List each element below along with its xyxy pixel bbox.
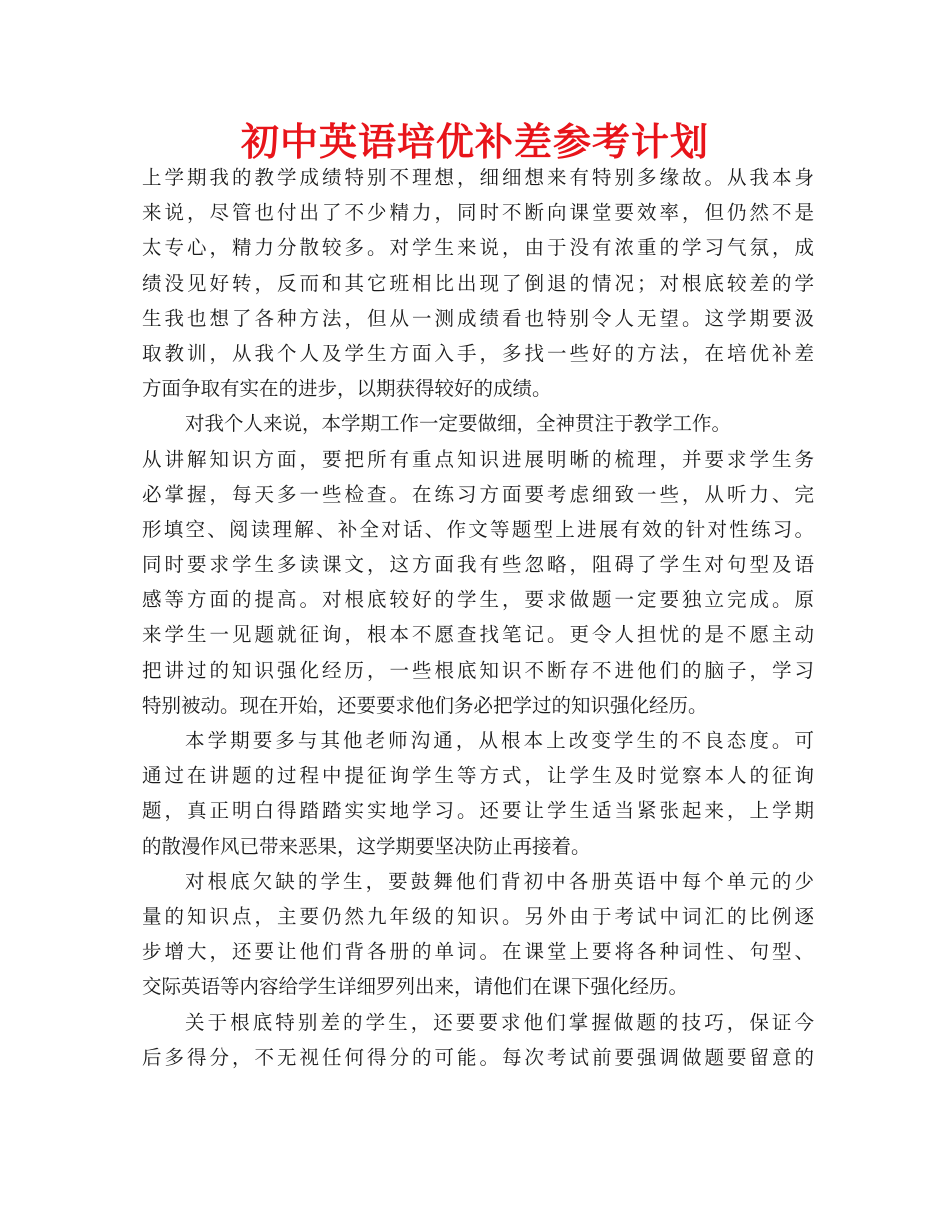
document-body [142,160,814,1075]
text-line: 太专心，精力分散较多。对学生来说，由于没有浓重的学习气氛，成 [142,236,814,260]
text-line: 必掌握，每天多一些检查。在练习方面要考虑细致一些，从听力、完 [142,482,814,506]
text-line: 取教训，从我个人及学生方面入手，多找一些好的方法，在培优补差 [142,341,814,365]
text-line: 对我个人来说，本学期工作一定要做细，全神贯注于教学工作。 [185,412,732,436]
text-line: 本学期要多与其他老师沟通，从根本上改变学生的不良态度。可 [185,729,814,752]
text-line: 通过在讲题的过程中提征询学生等方式，让学生及时觉察本人的征询 [142,764,814,788]
text-line: 来学生一见题就征询，根本不愿查找笔记。更令人担忧的是不愿主动 [142,623,814,647]
text-line: 感等方面的提高。对根底较好的学生，要求做题一定要独立完成。原 [142,588,814,612]
text-line: 形填空、阅读理解、补全对话、作文等题型上进展有效的针对性练习。 [142,517,814,541]
text-line: 从讲解知识方面，要把所有重点知识进展明晰的梳理，并要求学生务 [142,447,814,471]
text-line: 绩没见好转，反而和其它班相比出现了倒退的情况；对根底较差的学 [142,271,814,295]
text-line: 生我也想了各种方法，但从一测成绩看也特别令人无望。这学期要汲 [142,306,814,330]
text-line: 来说，尽管也付出了不少精力，同时不断向课堂要效率，但仍然不是 [142,201,814,225]
text-line: 步增大，还要让他们背各册的单词。在课堂上要将各种词性、句型、 [142,940,814,964]
document-title: 初中英语培优补差参考计划 [240,119,709,164]
text-line: 对根底欠缺的学生，要鼓舞他们背初中各册英语中每个单元的少 [185,869,814,893]
text-line: 题，真正明白得踏踏实实地学习。还要让学生适当紧张起来，上学期 [142,799,814,823]
text-line: 的散漫作风已带来恶果，这学期要坚决防止再接着。 [142,834,591,858]
text-line: 后多得分，不无视任何得分的可能。每次考试前要强调做题要留意的 [142,1045,814,1069]
text-line: 把讲过的知识强化经历，一些根底知识不断存不进他们的脑子，学习 [142,658,814,682]
text-line: 上学期我的教学成绩特别不理想，细细想来有特别多缘故。从我本身 [142,166,814,189]
text-line: 关于根底特别差的学生，还要要求他们掌握做题的技巧，保证今 [185,1010,814,1034]
text-line: 特别被动。现在开始，还要要求他们务必把学过的知识强化经历。 [142,693,708,717]
text-line: 方面争取有实在的进步，以期获得较好的成绩。 [142,377,552,401]
text-line: 交际英语等内容给学生详细罗列出来，请他们在课下强化经历。 [142,975,689,999]
text-line: 同时要求学生多读课文，这方面我有些忽略，阻碍了学生对句型及语 [142,553,814,577]
text-line: 量的知识点，主要仍然九年级的知识。另外由于考试中词汇的比例逐 [142,904,814,928]
